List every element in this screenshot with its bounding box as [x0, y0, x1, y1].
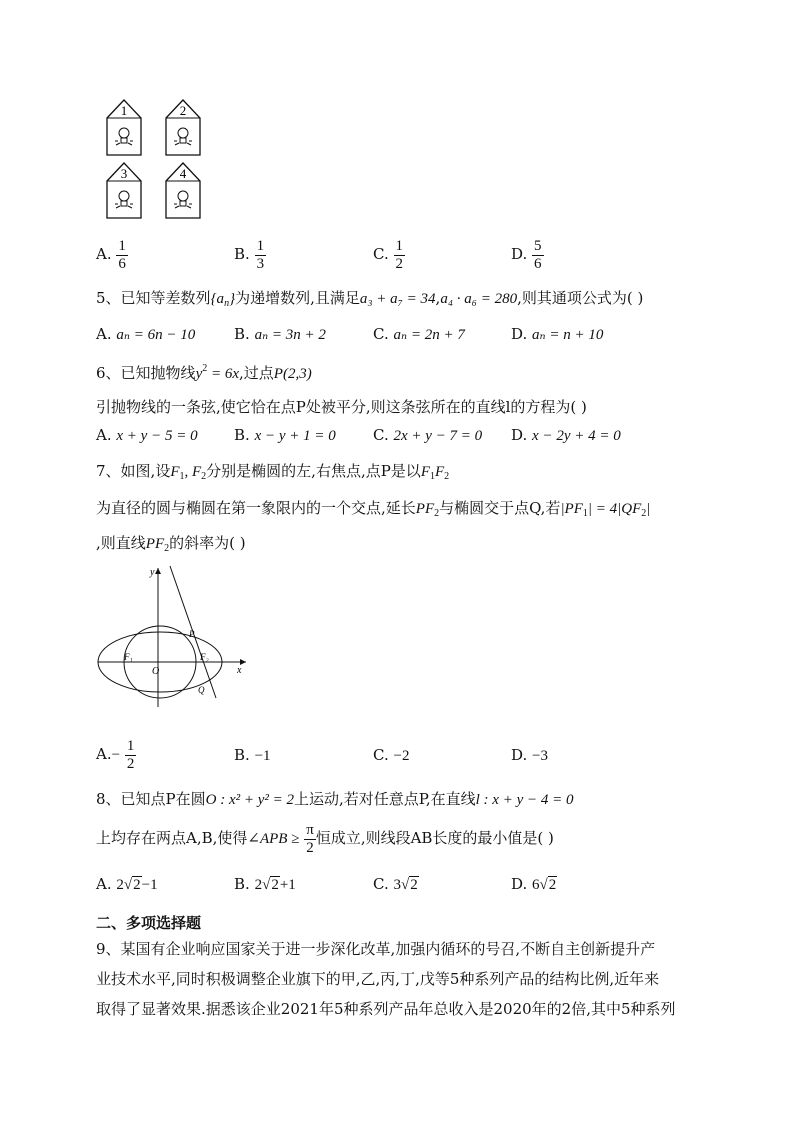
q6-option-c[interactable] — [373, 426, 482, 445]
option-expression: x + y − 5 = 0 — [116, 428, 198, 444]
option-coefficient: 2 — [254, 877, 263, 893]
option-letter: A. — [96, 426, 112, 444]
fraction-numerator: 1 — [395, 238, 403, 254]
q5-text: , — [435, 289, 441, 307]
lightbulb-icon — [174, 128, 192, 145]
section-heading: 二、多项选择题 — [96, 914, 202, 932]
parabola-equation: $y^2 = 6x$ — [195, 363, 240, 382]
q6-stem — [96, 362, 312, 383]
fraction-numerator: 5 — [534, 238, 542, 254]
option-letter: B. — [234, 245, 250, 263]
option-letter: D. — [511, 325, 528, 343]
sequence-notation: $\{a_n\}$ — [210, 291, 236, 309]
q5-text: 为递增数列,且满足 — [235, 289, 360, 307]
label-y: y — [150, 567, 155, 578]
option-letter: A. — [96, 875, 112, 893]
option-coefficient: 3 — [393, 877, 401, 893]
option-letter: D. — [511, 426, 528, 444]
q7-text: ,则直线 — [96, 534, 146, 552]
option-expression: aₙ = 6n − 10 — [116, 327, 196, 343]
label-x: x — [237, 665, 242, 676]
q5-option-c[interactable] — [373, 325, 465, 344]
option-radicand: 2 — [410, 877, 418, 893]
question-number: 7、 — [96, 462, 121, 480]
q8-option-a[interactable]: A. 2√2−1 — [96, 875, 158, 893]
q5-condition-2: a₄ · a₆ = 280 — [440, 291, 518, 307]
q7-stem — [96, 460, 449, 482]
fraction-denominator: 2 — [306, 839, 314, 856]
q5-condition-1: a₃ + a₇ = 34 — [359, 291, 436, 307]
option-tail: +1 — [279, 877, 296, 893]
q6-option-a[interactable] — [96, 426, 198, 445]
option-expression: −1 — [254, 748, 271, 764]
q4-option-c[interactable] — [373, 238, 405, 272]
option-expression: aₙ = 3n + 2 — [254, 327, 326, 343]
segment-pf2: $PF_2$ — [415, 501, 440, 519]
fraction-denominator: 6 — [534, 255, 542, 272]
q5-option-b[interactable] — [234, 325, 326, 344]
option-letter: C. — [373, 746, 389, 764]
line-equation: l : x + y − 4 = 0 — [475, 792, 574, 808]
q4-option-b[interactable] — [234, 238, 266, 272]
q8-text: 已知点P在圆 — [120, 790, 206, 808]
q8-option-d[interactable]: D. 6√2 — [511, 875, 557, 893]
q8-option-c[interactable]: C. 3√2 — [373, 875, 418, 893]
bulb-figure — [100, 96, 210, 222]
ellipse-figure — [96, 562, 256, 712]
q7-line2 — [96, 497, 650, 519]
option-letter: D. — [511, 875, 528, 893]
q8-text: 上均存在两点A,B,使得 — [96, 829, 248, 847]
option-tail: −1 — [141, 877, 158, 893]
segment-pf2: $PF_2$ — [145, 536, 170, 554]
fraction-denominator: 2 — [126, 755, 135, 772]
option-letter: B. — [234, 426, 250, 444]
option-expression: x − y + 1 = 0 — [254, 428, 336, 444]
q7-option-a[interactable] — [96, 738, 136, 772]
segment-f1f2: $F_1F_2$ — [420, 464, 450, 482]
q7-text: 的斜率为( ) — [169, 534, 246, 552]
option-expression: aₙ = 2n + 7 — [393, 327, 465, 343]
q5-text: 已知等差数列 — [120, 289, 211, 307]
bulb-label-1: 1 — [120, 103, 128, 118]
q8-stem — [96, 788, 573, 809]
q6-text: 已知抛物线 — [120, 364, 196, 382]
q7-option-d[interactable] — [511, 746, 548, 765]
q7-line3 — [96, 532, 246, 554]
option-letter: D. — [511, 746, 528, 764]
q8-text: 恒成立,则线段AB长度的最小值是( ) — [315, 829, 554, 847]
option-expression: −2 — [393, 748, 410, 764]
option-coefficient: 6 — [532, 877, 540, 893]
q9-line-2: 业技术水平,同时积极调整企业旗下的甲,乙,丙,丁,戊等5种系列产品的结构比例,近年来 — [96, 970, 660, 988]
label-p: P — [189, 629, 195, 639]
option-expression: aₙ = n + 10 — [532, 327, 604, 343]
q6-line2: 引抛物线的一条弦,使它恰在点P处被平分,则这条弦所在的直线l的方程为( ) — [96, 398, 587, 416]
fraction-numerator: π — [306, 822, 314, 838]
option-letter: B. — [234, 746, 250, 764]
q5-option-a[interactable] — [96, 325, 195, 344]
option-letter: D. — [511, 245, 528, 263]
lightbulb-icon — [115, 191, 133, 208]
foci-notation: $F_1$, $F_2$ — [170, 464, 207, 482]
option-coefficient: 2 — [116, 877, 124, 893]
q5-option-d[interactable] — [511, 325, 603, 344]
option-expression: x − 2y + 4 = 0 — [532, 428, 621, 444]
q4-option-a[interactable] — [96, 238, 128, 272]
option-expression: −3 — [532, 748, 549, 764]
angle-condition: ∠APB ≥ — [247, 831, 300, 847]
option-sign: − — [111, 747, 121, 763]
fraction-denominator: 2 — [395, 255, 403, 272]
q8-text: 上运动,若对任意点P,在直线 — [294, 790, 476, 808]
q8-option-b[interactable]: B. 2√2+1 — [234, 875, 296, 893]
q7-text: 如图,设 — [120, 462, 171, 480]
circle-equation: O : x² + y² = 2 — [205, 792, 295, 808]
option-letter: C. — [373, 875, 389, 893]
option-radicand: 2 — [271, 877, 279, 893]
option-letter: C. — [373, 325, 389, 343]
q7-option-b[interactable] — [234, 746, 271, 765]
q5-text: ,则其通项公式为( ) — [517, 289, 644, 307]
option-letter: C. — [373, 426, 389, 444]
option-letter: A. — [96, 325, 112, 343]
q6-option-d[interactable] — [511, 426, 621, 445]
option-expression: 2x + y − 7 = 0 — [393, 428, 483, 444]
label-f1: F₁ — [124, 652, 133, 662]
lightbulb-icon — [115, 128, 133, 145]
bulb-label-3: 3 — [120, 166, 128, 181]
q9-line-3: 取得了显著效果.据悉该企业2021年5种系列产品年总收入是2020年的2倍,其中5种系列 — [96, 1000, 676, 1018]
label-q: Q — [198, 685, 205, 695]
option-letter: A. — [96, 245, 112, 263]
q7-text: 为直径的圆与椭圆在第一象限内的一个交点,延长 — [96, 499, 416, 517]
condition-pf1-qf2: $|PF_1| = 4|QF_2|$ — [560, 501, 651, 519]
fraction-numerator: 1 — [126, 738, 135, 754]
q8-line2 — [96, 822, 554, 856]
q7-text: 与椭圆交于点Q,若 — [439, 499, 561, 517]
option-radicand: 2 — [133, 877, 141, 893]
option-letter: B. — [234, 875, 250, 893]
option-radicand: 2 — [548, 877, 557, 893]
fraction-denominator: 3 — [256, 255, 265, 272]
fraction-numerator: 1 — [118, 238, 126, 254]
bulb-label-4: 4 — [179, 166, 187, 181]
q6-option-b[interactable] — [234, 426, 336, 445]
question-number: 6、 — [96, 364, 121, 382]
q5-stem — [96, 287, 643, 309]
label-o: O — [152, 666, 160, 677]
fraction-denominator: 6 — [118, 255, 126, 272]
point-p: P(2,3) — [273, 366, 312, 382]
q7-text: 分别是椭圆的左,右焦点,点P是以 — [206, 462, 421, 480]
q7-option-c[interactable] — [373, 746, 409, 765]
q4-option-d[interactable] — [511, 238, 544, 272]
q9-line-1: 9、某国有企业响应国家关于进一步深化改革,加强内循环的号召,不断自主创新提升产 — [96, 940, 656, 958]
pi-over-two — [304, 822, 316, 856]
question-number: 5、 — [96, 289, 121, 307]
lightbulb-icon — [174, 191, 192, 208]
question-number: 8、 — [96, 790, 121, 808]
label-f2: F₂ — [200, 652, 209, 662]
option-letter: A. — [96, 745, 112, 763]
q6-text: ,过点 — [239, 364, 274, 382]
y-axis-arrow-icon — [155, 568, 161, 574]
bulb-label-2: 2 — [179, 103, 187, 118]
option-letter: B. — [234, 325, 250, 343]
fraction-numerator: 1 — [256, 238, 265, 254]
option-letter: C. — [373, 245, 389, 263]
